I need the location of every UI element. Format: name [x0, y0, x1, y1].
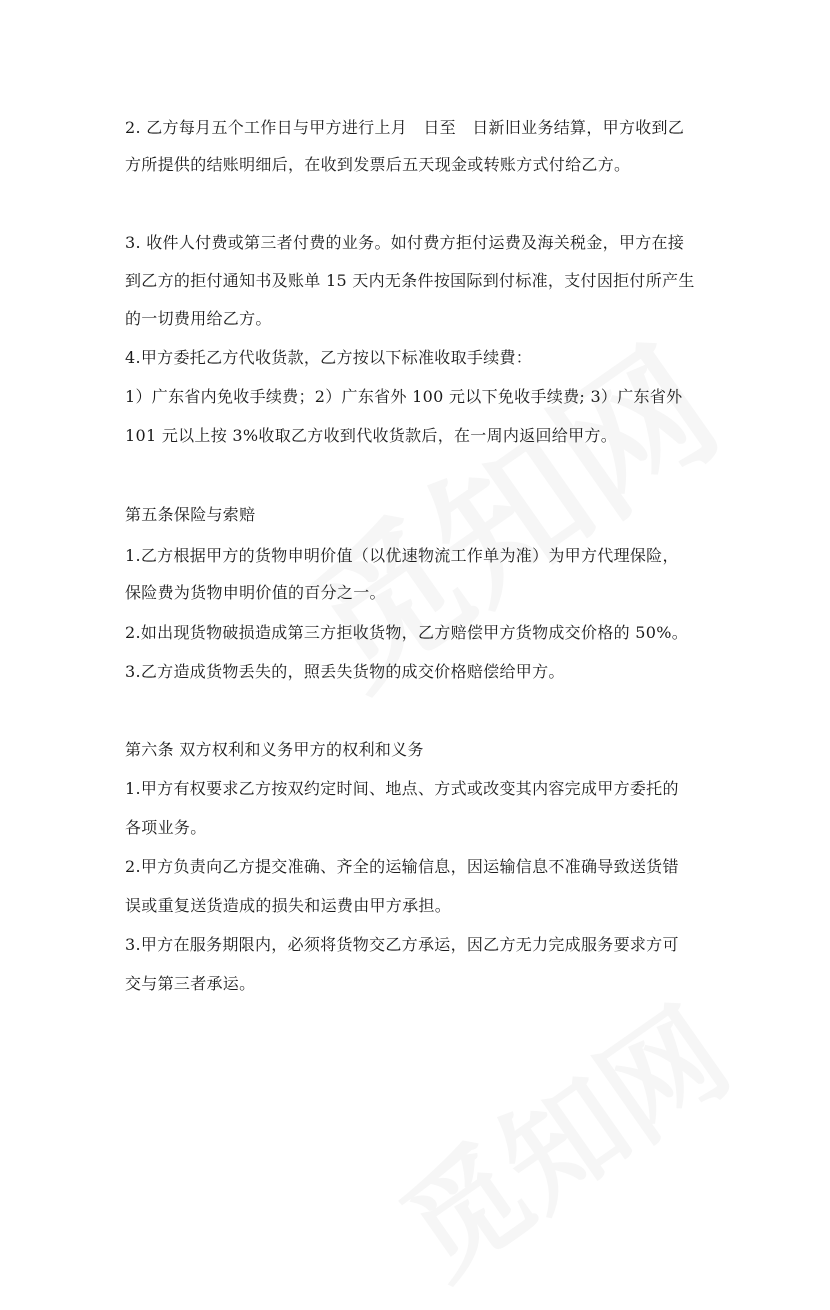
paragraph-line: 2.如出现货物破损造成第三方拒收货物，乙方赔偿甲方货物成交价格的 50%。	[125, 623, 689, 642]
paragraph-line: 误或重复送货造成的损失和运费由甲方承担。	[125, 896, 452, 915]
paragraph-line: 3. 收件人付费或第三者付费的业务。如付费方拒付运费及海关税金，甲方在接	[125, 233, 685, 252]
paragraph-line: 4.甲方委托乙方代收货款，乙方按以下标准收取手续費：	[125, 348, 533, 367]
paragraph-line: 3.乙方造成货物丢失的，照丢失货物的成交价格赔偿给甲方。	[125, 662, 565, 681]
paragraph-line: 保险费为货物申明价值的百分之一。	[125, 583, 386, 602]
paragraph-line: 交与第三者承运。	[125, 974, 256, 993]
watermark	[363, 962, 757, 1309]
paragraph-line: 2.甲方负责向乙方提交准确、齐全的运输信息，因运输信息不准确导致送货错	[125, 857, 679, 876]
paragraph-line: 1.甲方有权要求乙方按双约定时间、地点、方式或改变其内容完成甲方委托的	[125, 779, 679, 798]
paragraph-line: 各项业务。	[125, 818, 207, 837]
paragraph-line: 101 元以上按 3%收取乙方收到代收货款后，在一周内返回给甲方。	[125, 426, 617, 445]
paragraph-line: 的一切费用给乙方。	[125, 309, 272, 328]
paragraph-line: 1.乙方根据甲方的货物申明价值（以优速物流工作单为准）为甲方代理保险，	[125, 546, 679, 565]
section-heading: 第六条 双方权利和义务甲方的权利和义务	[125, 740, 424, 759]
paragraph-line: 2. 乙方每月五个工作日与甲方进行上月 日至 日新旧业务结算，甲方收到乙	[125, 118, 685, 137]
paragraph-line: 到乙方的拒付通知书及账单 15 天内无条件按国际到付标准，支付因拒付所产生	[125, 271, 695, 290]
paragraph-line: 3.甲方在服务期限内，必须将货物交乙方承运，因乙方无力完成服务要求方可	[125, 935, 679, 954]
section-heading: 第五条保险与索赔	[125, 505, 256, 524]
paragraph-line: 方所提供的结账明细后，在收到发票后五天现金或转账方式付给乙方。	[125, 155, 631, 174]
paragraph-line: 1）广东省内免收手续费；2）广东省外 100 元以下免收手续费; 3）广东省外	[125, 387, 683, 406]
